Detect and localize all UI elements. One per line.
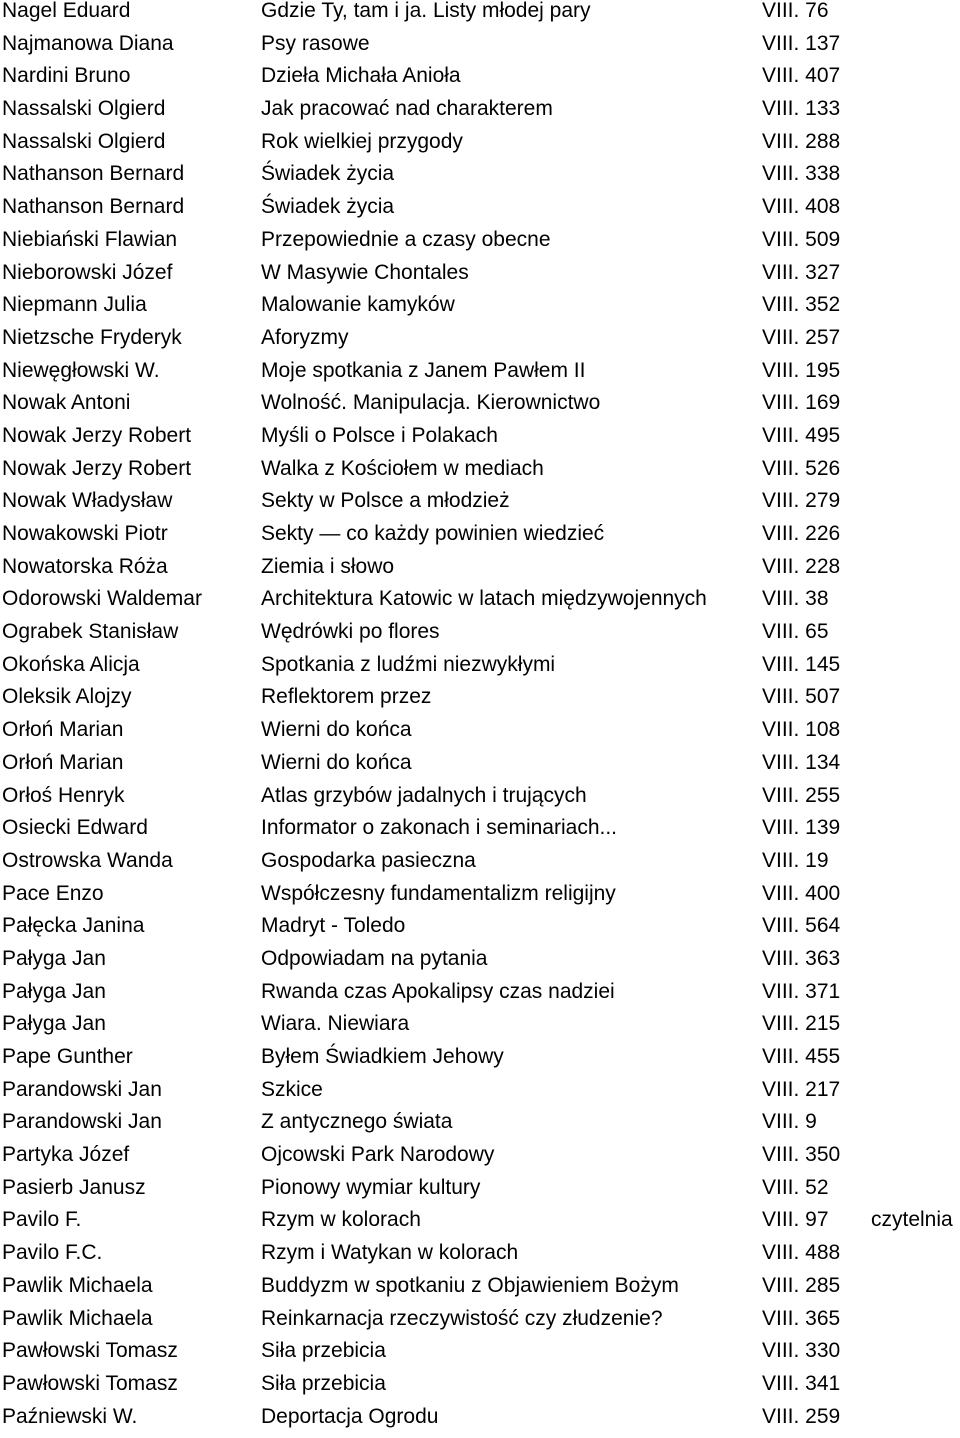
author-name: Nowak Władysław bbox=[2, 489, 173, 513]
author-name: Parandowski Jan bbox=[2, 1110, 162, 1134]
author-name: Pałyga Jan bbox=[2, 979, 106, 1003]
book-title: Rwanda czas Apokalipsy czas nadziei bbox=[261, 979, 615, 1003]
shelf-signature: VIII. 285 bbox=[762, 1273, 841, 1297]
author-name: Niewęgłowski W. bbox=[2, 358, 160, 382]
shelf-signature: VIII. 52 bbox=[762, 1175, 829, 1199]
shelf-signature: VIII. 76 bbox=[762, 0, 829, 22]
list-item bbox=[0, 1275, 960, 1308]
author-name: Niebiański Flawian bbox=[2, 227, 178, 251]
list-item bbox=[0, 523, 960, 556]
shelf-signature: VIII. 455 bbox=[762, 1045, 841, 1068]
shelf-signature: VIII. 288 bbox=[762, 129, 841, 153]
shelf-signature: VIII. 509 bbox=[762, 227, 841, 251]
list-item bbox=[0, 883, 960, 916]
list-item bbox=[0, 1340, 960, 1373]
list-item bbox=[0, 458, 960, 491]
author-name: Nowakowski Piotr bbox=[2, 522, 168, 545]
author-name: Paźniewski W. bbox=[2, 1404, 138, 1428]
author-name: Nagel Eduard bbox=[2, 0, 131, 22]
book-title: Architektura Katowic w latach międzywojennych bbox=[261, 587, 707, 611]
shelf-signature: VIII. 255 bbox=[762, 783, 841, 807]
book-title: Reinkarnacja rzeczywistość czy złudzenie? bbox=[261, 1306, 663, 1330]
list-item bbox=[0, 1144, 960, 1177]
author-name: Pavilo F.C. bbox=[2, 1241, 103, 1265]
list-item bbox=[0, 621, 960, 654]
book-title: Świadek życia bbox=[261, 195, 395, 219]
author-name: Pałęcka Janina bbox=[2, 914, 145, 938]
list-item bbox=[0, 1111, 960, 1144]
book-title: Atlas grzybów jadalnych i trujących bbox=[261, 783, 587, 807]
shelf-signature: VIII. 9 bbox=[762, 1110, 817, 1134]
list-item bbox=[0, 294, 960, 327]
author-name: Partyka Józef bbox=[2, 1143, 130, 1167]
author-name: Nietzsche Fryderyk bbox=[2, 325, 182, 349]
book-title: Przepowiednie a czasy obecne bbox=[261, 227, 551, 251]
book-title: Byłem Świadkiem Jehowy bbox=[261, 1045, 504, 1068]
author-name: Nowatorska Róża bbox=[2, 554, 168, 578]
list-item bbox=[0, 1242, 960, 1275]
shelf-signature: VIII. 350 bbox=[762, 1143, 841, 1167]
shelf-signature: VIII. 407 bbox=[762, 64, 841, 88]
book-title: Wędrówki po flores bbox=[261, 620, 440, 644]
author-name: Parandowski Jan bbox=[2, 1077, 162, 1101]
author-name: Ograbek Stanisław bbox=[2, 620, 179, 644]
author-name: Niepmann Julia bbox=[2, 293, 147, 317]
list-item bbox=[0, 1406, 960, 1438]
shelf-signature: VIII. 526 bbox=[762, 456, 841, 480]
shelf-signature: VIII. 279 bbox=[762, 489, 841, 513]
shelf-signature: VIII. 139 bbox=[762, 816, 841, 840]
shelf-signature: VIII. 97 bbox=[762, 1208, 829, 1232]
shelf-signature: VIII. 352 bbox=[762, 293, 841, 317]
shelf-signature: VIII. 134 bbox=[762, 750, 841, 774]
book-title: Szkice bbox=[261, 1077, 323, 1101]
book-title: Ojcowski Park Narodowy bbox=[261, 1143, 495, 1167]
author-name: Pace Enzo bbox=[2, 881, 104, 905]
book-title: Reflektorem przez bbox=[261, 685, 432, 709]
shelf-signature: VIII. 365 bbox=[762, 1306, 841, 1330]
shelf-signature: VIII. 133 bbox=[762, 97, 841, 121]
shelf-signature: VIII. 330 bbox=[762, 1339, 841, 1363]
list-item bbox=[0, 1079, 960, 1112]
shelf-signature: VIII. 65 bbox=[762, 620, 829, 644]
list-item bbox=[0, 0, 960, 33]
shelf-signature: VIII. 108 bbox=[762, 718, 841, 742]
author-name: Pałyga Jan bbox=[2, 1012, 106, 1036]
book-title: Gospodarka pasieczna bbox=[261, 848, 476, 872]
author-name: Oleksik Alojzy bbox=[2, 685, 132, 709]
list-item bbox=[0, 327, 960, 360]
list-item bbox=[0, 131, 960, 164]
shelf-signature: VIII. 408 bbox=[762, 195, 841, 219]
list-item bbox=[0, 163, 960, 196]
author-name: Nowak Jerzy Robert bbox=[2, 456, 192, 480]
list-item bbox=[0, 262, 960, 295]
list-item bbox=[0, 1177, 960, 1210]
book-title: Sekty — co każdy powinien wiedzieć bbox=[261, 522, 605, 545]
shelf-signature: VIII. 488 bbox=[762, 1241, 841, 1265]
shelf-signature: VIII. 38 bbox=[762, 587, 829, 611]
book-title: Rzym i Watykan w kolorach bbox=[261, 1241, 519, 1265]
author-name: Nowak Antoni bbox=[2, 391, 131, 415]
shelf-signature: VIII. 257 bbox=[762, 325, 841, 349]
list-item bbox=[0, 785, 960, 818]
list-item bbox=[0, 392, 960, 425]
book-title: Odpowiadam na pytania bbox=[261, 946, 488, 970]
book-title: Malowanie kamyków bbox=[261, 293, 455, 317]
book-title: Informator o zakonach i seminariach... bbox=[261, 816, 617, 840]
author-name: Odorowski Waldemar bbox=[2, 587, 202, 611]
author-name: Pasierb Janusz bbox=[2, 1175, 146, 1199]
list-item bbox=[0, 654, 960, 687]
list-item bbox=[0, 98, 960, 131]
author-name: Pawlik Michaela bbox=[2, 1273, 153, 1297]
author-name: Najmanowa Diana bbox=[2, 31, 174, 55]
author-name: Nowak Jerzy Robert bbox=[2, 423, 192, 447]
shelf-signature: VIII. 564 bbox=[762, 914, 841, 938]
author-name: Orłoń Marian bbox=[2, 750, 124, 774]
list-item bbox=[0, 948, 960, 981]
shelf-signature: VIII. 195 bbox=[762, 358, 841, 382]
location-note: czytelnia bbox=[871, 1208, 953, 1232]
author-name: Nathanson Bernard bbox=[2, 195, 185, 219]
book-title: Siła przebicia bbox=[261, 1371, 386, 1395]
shelf-signature: VIII. 371 bbox=[762, 979, 841, 1003]
book-title: Wolność. Manipulacja. Kierownictwo bbox=[261, 391, 601, 415]
list-item bbox=[0, 33, 960, 66]
shelf-signature: VIII. 226 bbox=[762, 522, 841, 545]
author-name: Nassalski Olgierd bbox=[2, 97, 166, 121]
book-title: Wierni do końca bbox=[261, 750, 412, 774]
shelf-signature: VIII. 338 bbox=[762, 162, 841, 186]
list-item bbox=[0, 229, 960, 262]
author-name: Orłoś Henryk bbox=[2, 783, 125, 807]
book-title: Rok wielkiej przygody bbox=[261, 129, 463, 153]
book-title: Walka z Kościołem w mediach bbox=[261, 456, 544, 480]
author-name: Pawlik Michaela bbox=[2, 1306, 153, 1330]
shelf-signature: VIII. 363 bbox=[762, 946, 841, 970]
shelf-signature: VIII. 217 bbox=[762, 1077, 841, 1101]
book-title: Sekty w Polsce a młodzież bbox=[261, 489, 510, 513]
book-title: Myśli o Polsce i Polakach bbox=[261, 423, 498, 447]
book-title: W Masywie Chontales bbox=[261, 260, 469, 284]
shelf-signature: VIII. 327 bbox=[762, 260, 841, 284]
shelf-signature: VIII. 495 bbox=[762, 423, 841, 447]
list-item bbox=[0, 850, 960, 883]
book-title: Siła przebicia bbox=[261, 1339, 386, 1363]
list-item bbox=[0, 360, 960, 393]
author-name: Ostrowska Wanda bbox=[2, 848, 173, 872]
book-title: Spotkania z ludźmi niezwykłymi bbox=[261, 652, 556, 676]
author-name: Pape Gunther bbox=[2, 1045, 133, 1068]
book-title: Deportacja Ogrodu bbox=[261, 1404, 439, 1428]
book-title: Pionowy wymiar kultury bbox=[261, 1175, 481, 1199]
list-item bbox=[0, 1308, 960, 1341]
author-name: Pavilo F. bbox=[2, 1208, 82, 1232]
list-item bbox=[0, 196, 960, 229]
shelf-signature: VIII. 215 bbox=[762, 1012, 841, 1036]
list-item bbox=[0, 686, 960, 719]
author-name: Osiecki Edward bbox=[2, 816, 148, 840]
shelf-signature: VIII. 259 bbox=[762, 1404, 841, 1428]
shelf-signature: VIII. 169 bbox=[762, 391, 841, 415]
book-title: Moje spotkania z Janem Pawłem II bbox=[261, 358, 586, 382]
author-name: Nathanson Bernard bbox=[2, 162, 185, 186]
book-title: Ziemia i słowo bbox=[261, 554, 395, 578]
book-title: Rzym w kolorach bbox=[261, 1208, 421, 1232]
book-title: Współczesny fundamentalizm religijny bbox=[261, 881, 616, 905]
list-item bbox=[0, 1373, 960, 1406]
shelf-signature: VIII. 341 bbox=[762, 1371, 841, 1395]
book-title: Buddyzm w spotkaniu z Objawieniem Bożym bbox=[261, 1273, 679, 1297]
book-title: Świadek życia bbox=[261, 162, 395, 186]
list-item bbox=[0, 817, 960, 850]
list-item bbox=[0, 65, 960, 98]
list-item bbox=[0, 588, 960, 621]
list-item bbox=[0, 1209, 960, 1242]
shelf-signature: VIII. 19 bbox=[762, 848, 829, 872]
shelf-signature: VIII. 400 bbox=[762, 881, 841, 905]
author-name: Nieborowski Józef bbox=[2, 260, 173, 284]
list-item bbox=[0, 1046, 960, 1079]
shelf-signature: VIII. 137 bbox=[762, 31, 841, 55]
book-title: Jak pracować nad charakterem bbox=[261, 97, 553, 121]
author-name: Nassalski Olgierd bbox=[2, 129, 166, 153]
list-item bbox=[0, 752, 960, 785]
list-item bbox=[0, 556, 960, 589]
author-name: Nardini Bruno bbox=[2, 64, 131, 88]
list-item bbox=[0, 1013, 960, 1046]
book-title: Dzieła Michała Anioła bbox=[261, 64, 461, 88]
list-item bbox=[0, 425, 960, 458]
list-item bbox=[0, 490, 960, 523]
list-item bbox=[0, 915, 960, 948]
shelf-signature: VIII. 145 bbox=[762, 652, 841, 676]
book-title: Gdzie Ty, tam i ja. Listy młodej pary bbox=[261, 0, 591, 22]
shelf-signature: VIII. 228 bbox=[762, 554, 841, 578]
author-name: Pałyga Jan bbox=[2, 946, 106, 970]
list-item bbox=[0, 981, 960, 1014]
book-title: Wierni do końca bbox=[261, 718, 412, 742]
book-title: Psy rasowe bbox=[261, 31, 370, 55]
book-title: Wiara. Niewiara bbox=[261, 1012, 410, 1036]
list-item bbox=[0, 719, 960, 752]
author-name: Okońska Alicja bbox=[2, 652, 140, 676]
book-title: Z antycznego świata bbox=[261, 1110, 453, 1134]
book-title: Madryt - Toledo bbox=[261, 914, 406, 938]
author-name: Pawłowski Tomasz bbox=[2, 1339, 178, 1363]
author-name: Orłoń Marian bbox=[2, 718, 124, 742]
shelf-signature: VIII. 507 bbox=[762, 685, 841, 709]
author-name: Pawłowski Tomasz bbox=[2, 1371, 178, 1395]
book-title: Aforyzmy bbox=[261, 325, 349, 349]
